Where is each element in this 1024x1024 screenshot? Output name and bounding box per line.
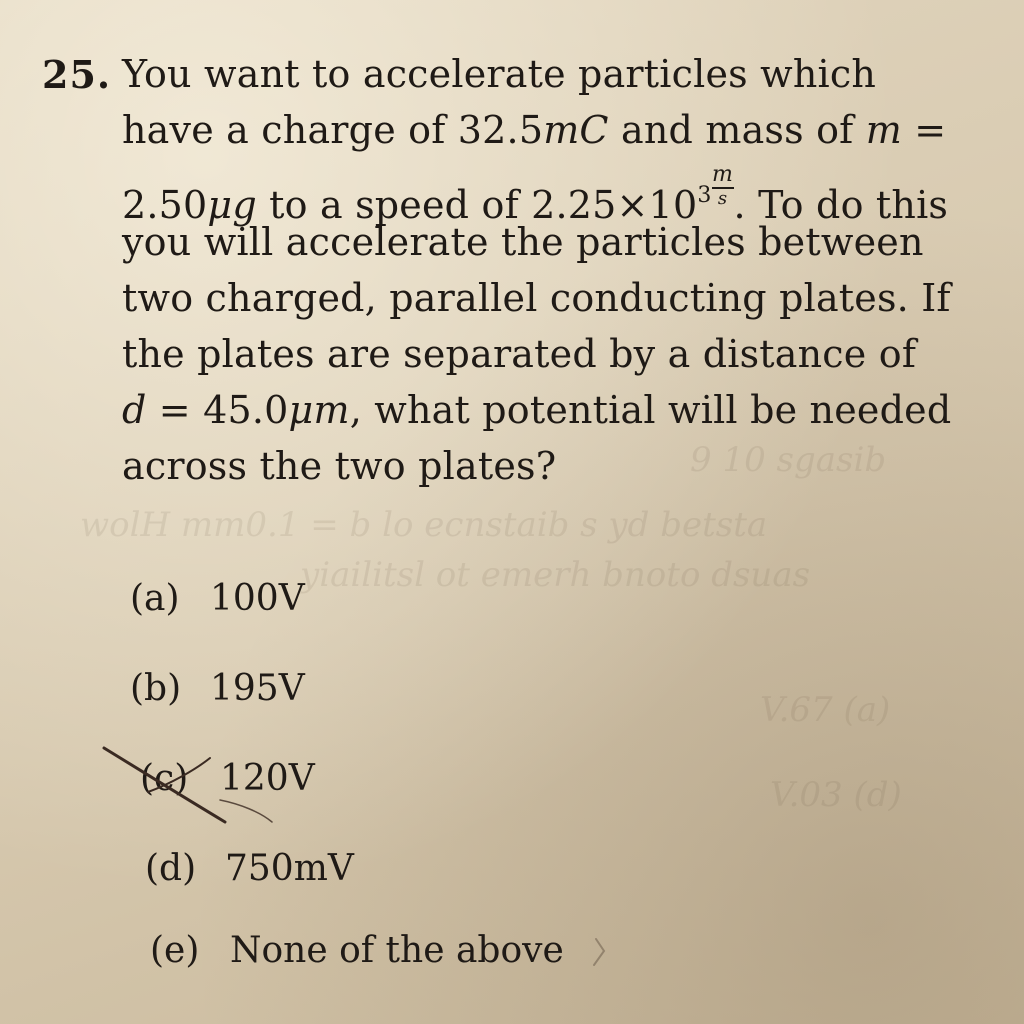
question-line-2: have a charge of 32.5mC and mass of m =: [122, 108, 947, 152]
question-line-6: the plates are separated by a distance of: [122, 332, 917, 376]
option-value: 750mV: [225, 848, 354, 889]
cross-out-mark-icon: [100, 740, 280, 830]
option-d: [145, 848, 354, 889]
option-label: (d): [145, 848, 197, 889]
question-number: 25.: [42, 52, 112, 97]
option-b: [130, 668, 305, 709]
question-line-5: two charged, parallel conducting plates. If: [122, 276, 951, 320]
option-e: [150, 930, 564, 971]
option-value: 120V: [220, 758, 315, 799]
bleed-through-text: V.03 (d): [770, 775, 902, 815]
option-label: (e): [150, 930, 200, 971]
bleed-through-text: 9 10 sgasib: [690, 440, 887, 480]
option-label: (b): [130, 668, 182, 709]
option-value: None of the above: [230, 930, 564, 971]
question-line-1: You want to accelerate particles which: [122, 52, 877, 96]
question-line-3: 2.50μg to a speed of $2.25\times 10^3$ $\frac{m}{s}$ . To do this: [122, 162, 949, 227]
bleed-through-text: yiailitsl ot emerh bnoto dsuas: [300, 555, 811, 595]
option-a: [130, 578, 305, 619]
option-value: 195V: [210, 668, 305, 709]
option-value: 100V: [210, 578, 305, 619]
question-line-4: you will accelerate the particles between: [122, 220, 924, 264]
option-label: (a): [130, 578, 180, 619]
bleed-through-text: V.67 (a): [760, 690, 891, 730]
question-line-7: d = 45.0μm, what potential will be needed: [122, 388, 952, 432]
bleed-through-text: wolH mm0.1 = b lo ecnstaib s yd betsta: [80, 505, 768, 545]
pencil-tick-icon: [590, 935, 614, 971]
option-label: (c): [140, 758, 189, 799]
question-line-8: across the two plates?: [122, 444, 557, 488]
